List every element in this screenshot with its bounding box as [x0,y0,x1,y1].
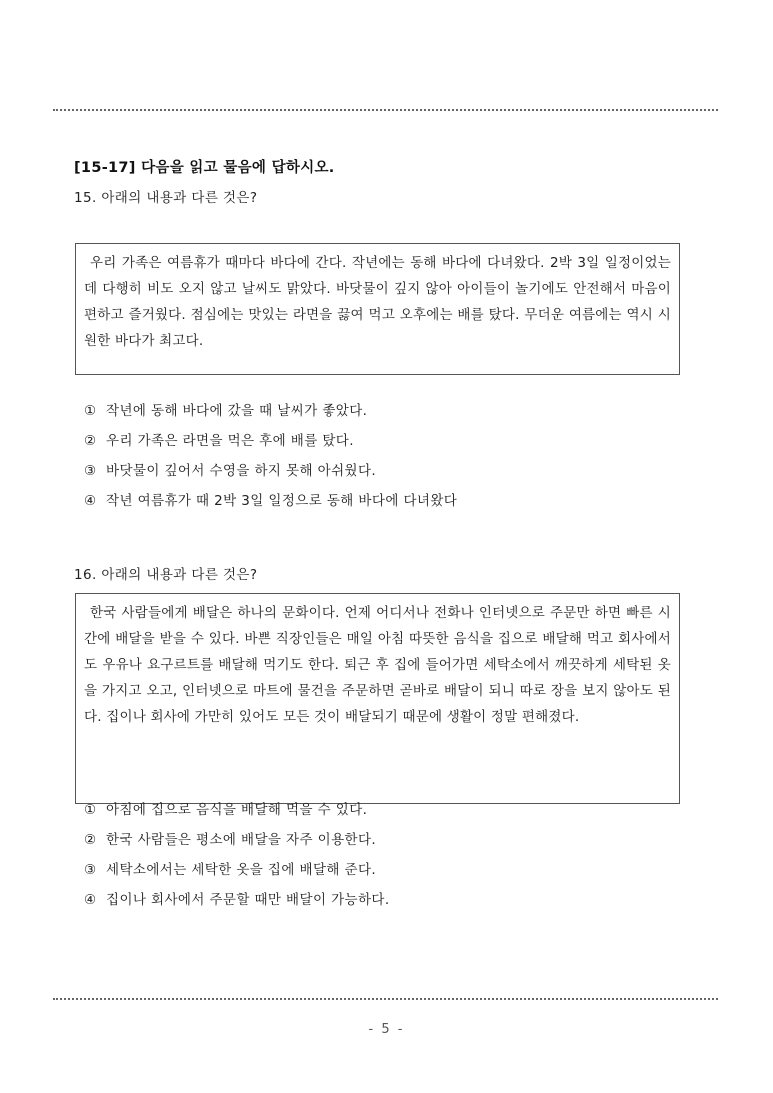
question-16-passage-text: 한국 사람들에게 배달은 하나의 문화이다. 언제 어디서나 전화나 인터넷으로 주문만 하면 빠른 시간에 배달을 받을 수 있다. 바쁜 직장인들은 매일 아침 따뜻한 음식을 집으로 배달해 먹고 회사에서도 우유나 요구르트를 배달해 먹기도 한다. 퇴근 후 집에 들어가면 세탁소에서 깨끗하게 세탁된 옷을 가지고 오고, 인터넷으로 마트에 물건을 주문하면 곧바로 배달이 되니 따로 장을 보지 않아도 된다. 집이나 회사에 가만히 있어도 모든 것이 배달되기 때문에 생활이 정말 편해졌다. [84,605,671,725]
choice-item[interactable] [84,456,457,486]
choice-text: 세탁소에서는 세탁한 옷을 집에 배달해 준다. [106,862,377,878]
choice-item[interactable] [84,795,390,825]
choice-text: 집이나 회사에서 주문할 때만 배달이 가능하다. [106,892,390,908]
choice-marker: ④ [84,493,97,509]
choice-marker: ② [84,433,97,449]
question-16-passage-box [75,593,680,804]
choice-marker: ④ [84,892,97,908]
choice-marker: ③ [84,862,97,878]
choice-item[interactable] [84,855,390,885]
question-16-title: 16. 아래의 내용과 다른 것은? [74,567,258,583]
choice-item[interactable] [84,885,390,915]
page-number: - 5 - [368,1022,405,1037]
question-15-choices [84,396,457,516]
question-15-title: 15. 아래의 내용과 다른 것은? [74,190,258,206]
bottom-dotted-rule [53,998,718,1000]
choice-text: 바닷물이 깊어서 수영을 하지 못해 아쉬웠다. [106,463,377,479]
choice-item[interactable] [84,486,457,516]
choice-item[interactable] [84,426,457,456]
choice-text: 우리 가족은 라면을 먹은 후에 배를 탔다. [106,433,354,449]
question-15-passage-box [75,243,680,375]
question-16-choices [84,795,390,915]
choice-text: 한국 사람들은 평소에 배달을 자주 이용한다. [106,832,377,848]
choice-marker: ① [84,403,97,419]
choice-item[interactable] [84,396,457,426]
question-15-passage-text: 우리 가족은 여름휴가 때마다 바다에 간다. 작년에는 동해 바다에 다녀왔다. 2박 3일 일정이었는데 다행히 비도 오지 않고 날씨도 맑았다. 바닷물이 깊지 않아 아이들이 놀기에도 안전해서 마음이 편하고 즐거웠다. 점심에는 맛있는 라면을 끓여 먹고 오후에는 배를 탔다. 무더운 여름에는 역시 시원한 바다가 최고다. [84,255,671,349]
choice-item[interactable] [84,825,390,855]
choice-text: 작년 여름휴가 때 2박 3일 일정으로 동해 바다에 다녀왔다 [106,493,458,509]
section-instruction: [15-17] 다음을 읽고 물음에 답하시오. [74,160,335,176]
top-dotted-rule [53,109,718,111]
choice-text: 아침에 집으로 음식을 배달해 먹을 수 있다. [106,802,368,818]
choice-text: 작년에 동해 바다에 갔을 때 날씨가 좋았다. [106,403,368,419]
choice-marker: ③ [84,463,97,479]
choice-marker: ① [84,802,97,818]
choice-marker: ② [84,832,97,848]
